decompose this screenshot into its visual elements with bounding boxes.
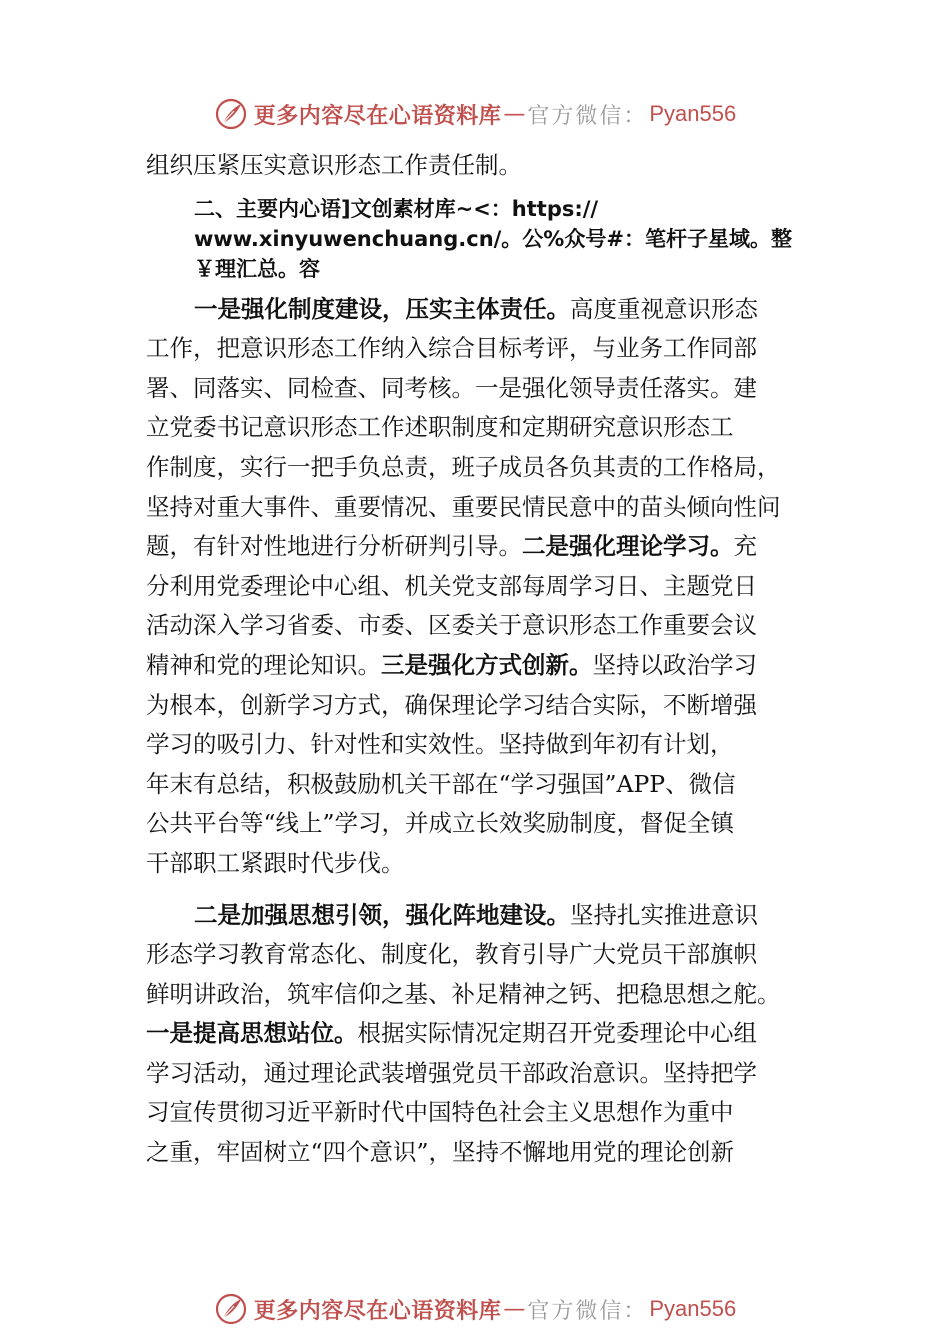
footer-banner [0,1287,950,1331]
banner-wechat-label: 官方微信： [527,1298,648,1324]
feather-pen-logo-icon [214,97,248,131]
paragraph-line [146,896,816,936]
bold-lead: 一是强化制度建设，压实主体责任。 [194,294,570,323]
text-span: 根据实际情况定期召开党委理论中心组 [357,1019,757,1048]
paragraph-line: 坚持对重大事件、重要情况、重要民情民意中的苗头倾向性问 [146,492,781,521]
paragraph-line: 公共平台等“线上”学习，并成立长效奖励制度，督促全镇 [146,809,735,838]
text-span: 精神和党的理论知识。 [146,650,381,679]
text-span: 题，有针对性地进行分析研判引导。 [146,532,522,561]
paragraph-line: 年末有总结，积极鼓励机关干部在“学习强国”APP、微信 [146,769,736,798]
paragraph-line: 鲜明讲政治，筑牢信仰之基、补足精神之钙、把稳思想之舵。 [146,979,781,1008]
bold-lead: 一是提高思想站位。 [146,1019,358,1048]
section-heading-line: ￥理汇总。容 [194,256,320,281]
document-body [146,146,816,1173]
paragraph-line: 之重，牢固树立“四个意识”，坚持不懈地用党的理论创新 [146,1138,735,1167]
banner-brand-text: 更多内容尽在心语资料库 [253,1297,502,1324]
banner-wechat-id: Pyan556 [649,1296,737,1321]
text-span: 充 [733,532,757,561]
paragraph-line: 工作，把意识形态工作纳入综合目标考评，与业务工作同部 [146,334,757,363]
bold-lead: 三是强化方式创新。 [381,650,593,679]
paragraph-line: 分利用党委理论中心组、机关党支部每周学习日、主题党日 [146,571,757,600]
feather-pen-logo-icon [214,1292,248,1326]
banner-separator: — [503,101,526,127]
paragraph-line: 形态学习教育常态化、制度化，教育引导广大党员干部旗帜 [146,940,757,969]
bold-lead: 二是加强思想引领，强化阵地建设。 [194,900,570,929]
section-heading-line: 二、主要内心语]文创素材库~<：https:// [194,196,599,221]
paragraph-line: 署、同落实、同检查、同考核。一是强化领导责任落实。建 [146,373,757,402]
banner-separator: — [503,1296,526,1322]
banner-wechat-id: Pyan556 [649,101,737,126]
paragraph-line: 干部职工紧跟时代步伐。 [146,848,405,877]
text-span: 高度重视意识形态 [570,294,758,323]
paragraph-line [146,290,816,330]
paragraph-line: 学习活动，通过理论武装增强党员干部政治意识。坚持把学 [146,1058,757,1087]
paragraph-line: 立党委书记意识形态工作述职制度和定期研究意识形态工 [146,413,734,442]
banner-brand-text: 更多内容尽在心语资料库 [253,102,502,129]
paragraph-line: 习宣传贯彻习近平新时代中国特色社会主义思想作为重中 [146,1098,734,1127]
section-heading-line: www.xinyuwenchuang.cn/。公%众号#：笔杆子星域。整 [194,226,792,251]
banner-wechat-label: 官方微信： [527,103,648,129]
paragraph-line: 学习的吸引力、针对性和实效性。坚持做到年初有计划， [146,730,734,759]
paragraph-line: 活动深入学习省委、市委、区委关于意识形态工作重要会议 [146,611,757,640]
text-span: 坚持扎实推进意识 [570,900,758,929]
paragraph-line: 为根本，创新学习方式，确保理论学习结合实际，不断增强 [146,690,757,719]
text-line: 组织压紧压实意识形态工作责任制。 [146,151,522,179]
text-span: 坚持以政治学习 [592,650,757,679]
paragraph-line [146,646,816,686]
paragraph-line [146,1014,816,1054]
paragraph-line [146,527,816,567]
header-banner [0,92,950,136]
paragraph-line: 作制度，实行一把手负总责，班子成员各负其责的工作格局， [146,452,781,481]
bold-lead: 二是强化理论学习。 [522,532,734,561]
